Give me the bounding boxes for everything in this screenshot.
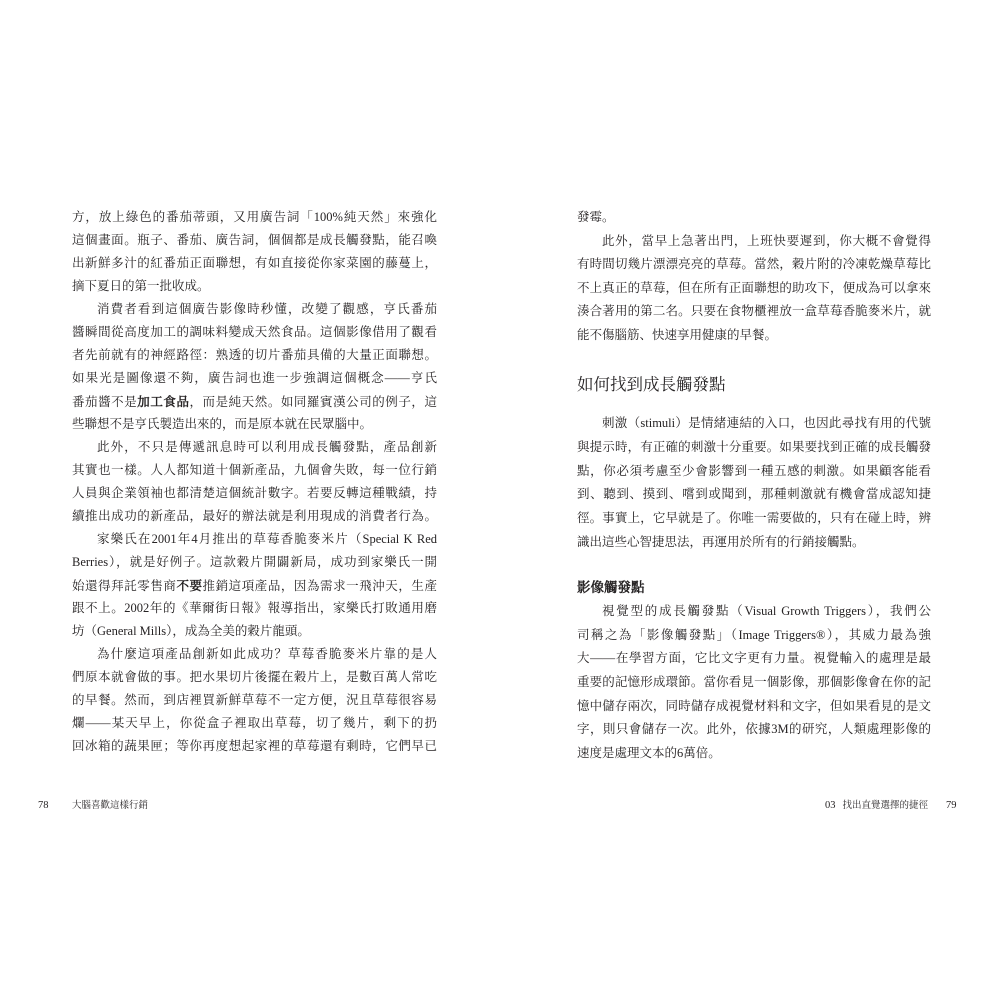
text-line: 此外，不只是傳遞訊息時可以利用成長觸發點，產品創新	[97, 440, 437, 454]
chapter-number: 03	[824, 800, 836, 811]
text-line: 發霉。	[577, 210, 615, 224]
text-line: 家樂氏在2001年4月推出的草莓香脆麥米片（Special K Red	[97, 532, 437, 546]
opening-paragraphs	[577, 206, 931, 348]
text-line: 們原本就會做的事。把水果切片後擺在穀片上，是數百萬人常吃	[72, 670, 437, 684]
text-line: 消費者看到這個廣告影像時秒懂，改變了觀感，亨氏番茄	[97, 302, 437, 316]
subsection-paragraph	[577, 600, 931, 766]
text-segment: 始還得拜託零售商	[72, 579, 177, 593]
text-line: 為什麼這項產品創新如此成功？草莓香脆麥米片靠的是人	[97, 647, 437, 661]
text-line: 刺激（stimuli）是情緒連結的入口，也因此尋找有用的代號	[602, 416, 931, 430]
text-line: 此外，當早上急著出門，上班快要遲到，你大概不會覺得	[602, 233, 931, 248]
text-line: 徑。事實上，它早就是了。你唯一需要做的，只有在碰上時，辨	[577, 511, 931, 526]
text-line: 跟不上。2002年的《華爾街日報》報導指出，家樂氏打敗通用磨	[72, 601, 437, 615]
text-line: 能不傷腦筋、快速享用健康的早餐。	[577, 327, 778, 342]
text-line: 速度是處理文本的6萬倍。	[577, 746, 721, 761]
text-line: 者先前就有的神經路徑：熟透的切片番茄具備的大量正面聯想。	[72, 348, 437, 362]
page-number: 78	[38, 800, 49, 811]
text-line	[72, 390, 437, 413]
text-line: 的早餐。然而，到店裡買新鮮草莓不一定方便，況且草莓很容易	[72, 693, 437, 707]
text-line: 人員與企業領袖也都清楚這個統計數字。若要反轉這種戰績，持	[72, 486, 437, 500]
right-page	[500, 0, 1000, 1000]
running-title: 大腦喜歡這樣行銷	[72, 801, 149, 811]
text-line: 識出這些心智捷思法，再運用於所有的行銷接觸點。	[577, 534, 865, 549]
text-line: 不上真正的草莓，但在所有正面聯想的助攻下，便成為可以拿來	[577, 280, 931, 295]
text-line: 坊（General Mills），成為全美的穀片龍頭。	[72, 624, 310, 638]
text-line: 其實也一樣。人人都知道十個新產品，九個會失敗，每一位行銷	[72, 463, 437, 477]
left-text-column	[72, 206, 437, 758]
text-line: 如果光是圖像還不夠，廣告詞也進一步強調這個概念——亨氏	[72, 371, 437, 385]
text-line: 到、聽到、摸到、嚐到或聞到，那種刺激就有機會當成認知捷	[577, 487, 931, 502]
text-line: 憶中儲存兩次，同時儲存成視覺材料和文字，但如果看見的是文	[577, 698, 931, 713]
text-segment: ，而是純天然。如同羅賓漢公司的例子，這	[189, 395, 437, 409]
text-line: 字，則只會儲存一次。此外，依據3M的研究，人類處理影像的	[577, 722, 931, 737]
page-number: 79	[946, 800, 957, 811]
text-line: 點，你必須考慮至少會影響到一種五感的刺激。如果顧客能看	[577, 463, 931, 478]
text-line: 些聯想不是亨氏製造出來的，而是原本就在民眾腦中。	[72, 417, 373, 431]
text-line: 司稱之為「影像觸發點」（Image Triggers®），其威力最為強	[577, 627, 931, 642]
text-line: 回冰箱的蔬果匣；等你再度想起家裡的草莓還有剩時，它們早已	[72, 739, 437, 753]
text-line	[72, 574, 437, 597]
text-line: 大——在學習方面，它比文字更有力量。視覺輸入的處理是最	[577, 651, 931, 666]
text-line: 續推出成功的新產品，最好的辦法就是利用現成的消費者行為。	[72, 509, 437, 523]
text-segment: 番茄醬不是	[72, 395, 138, 409]
text-segment: 推銷這項產品，因為需求一飛沖天，生產	[202, 579, 437, 593]
text-line: 爛——某天早上，你從盒子裡取出草莓，切了幾片，剩下的扔	[72, 716, 437, 730]
chapter-footer	[825, 798, 928, 814]
text-line: 這個畫面。瓶子、番茄、廣告詞，個個都是成長觸發點，能召喚	[72, 233, 437, 247]
text-line: Berries），就是好例子。這款穀片開闢新局，成功到家樂氏一開	[72, 555, 437, 569]
text-line: 有時間切幾片漂漂亮亮的草莓。當然，穀片附的冷凍乾燥草莓比	[577, 257, 931, 272]
text-line: 視覺型的成長觸發點（Visual Growth Triggers），我們公	[602, 604, 931, 618]
text-line: 摘下夏日的第一批收成。	[72, 279, 210, 293]
text-line: 醬瞬間從高度加工的調味料變成天然食品。這個影像借用了觀看	[72, 325, 437, 339]
chapter-title: 找出直覺選擇的捷徑	[842, 801, 928, 811]
section-heading: 如何找到成長觸發點	[577, 375, 726, 394]
subsection-heading: 影像觸發點	[577, 580, 645, 596]
text-line: 湊合著用的第二名。只要在食物櫃裡放一盒草莓香脆麥米片，就	[577, 304, 931, 319]
text-line: 出新鮮多汁的紅番茄正面聯想，有如直接從你家菜園的藤蔓上，	[72, 256, 437, 270]
text-line: 與提示時，有正確的刺激十分重要。如果要找到正確的成長觸發	[577, 439, 931, 454]
bold-emphasis: 加工食品	[137, 394, 190, 409]
section-paragraph	[577, 412, 931, 555]
text-line: 重要的記憶形成環節。當你看見一個影像，那個影像會在你的記	[577, 675, 931, 690]
bold-emphasis: 不要	[176, 578, 203, 593]
text-line: 方，放上綠色的番茄蒂頭，又用廣告詞「100%純天然」來強化	[72, 210, 437, 224]
